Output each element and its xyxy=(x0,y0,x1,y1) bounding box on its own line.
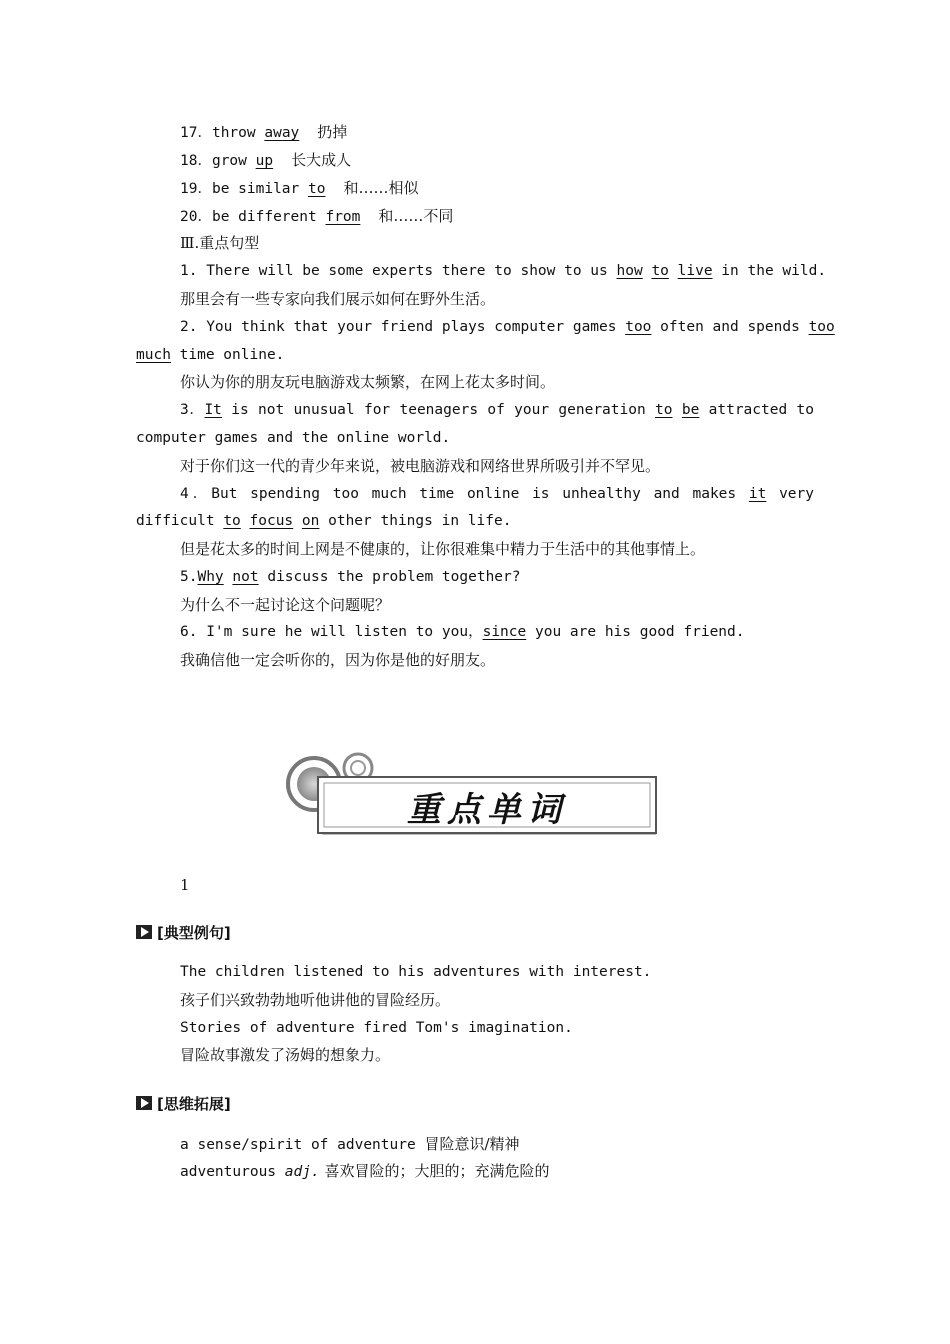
extension-heading xyxy=(136,1093,231,1114)
example-cn: 冒险故事激发了汤姆的想象力。 xyxy=(180,1046,391,1064)
extension-cn: 冒险意识/精神 xyxy=(424,1135,520,1153)
sentence-4-en xyxy=(180,484,814,504)
blank-answer: to xyxy=(223,513,241,529)
sentence-text: very xyxy=(766,486,814,502)
sentence-text: is not unusual for teenagers of your generation xyxy=(221,402,656,418)
sentence-text: in the wild. xyxy=(712,263,827,279)
extension-cn: 喜欢冒险的；大胆的；充满危险的 xyxy=(319,1162,550,1180)
extension-line-2 xyxy=(180,1161,549,1182)
sentence-2-en-cont xyxy=(136,345,284,365)
sentence-6-cn: 我确信他一定会听你的，因为你是他的好朋友。 xyxy=(180,651,496,669)
sentence-2-en xyxy=(180,317,835,337)
phrase-text: throw xyxy=(211,125,265,141)
blank-answer: Why xyxy=(197,569,224,585)
play-icon xyxy=(136,925,154,940)
sentence-text: often and spends xyxy=(651,319,809,335)
examples-heading xyxy=(136,922,231,943)
sentence-3-en xyxy=(180,400,814,420)
phrase-number: 18． xyxy=(180,153,212,169)
phrase-number: 17． xyxy=(180,125,212,141)
phrase-number: 19． xyxy=(180,181,212,197)
phrase-answer: from xyxy=(325,209,361,225)
phrase-answer: away xyxy=(264,125,300,141)
phrase-answer: up xyxy=(255,153,274,169)
sentence-text: 5. xyxy=(180,569,198,585)
sentence-1-cn: 那里会有一些专家向我们展示如何在野外生活。 xyxy=(180,290,496,308)
blank-answer: too xyxy=(625,319,652,335)
blank-answer: on xyxy=(301,513,320,529)
examples-heading-label: [典型例句] xyxy=(157,924,231,942)
blank-answer: not xyxy=(232,569,259,585)
blank-answer: much xyxy=(136,347,171,363)
phrase-meaning: 扔掉 xyxy=(317,123,348,141)
sentence-3-en-cont: computer games and the online world. xyxy=(136,430,451,446)
blank-answer: to xyxy=(651,263,669,279)
sentence-text: other things in life. xyxy=(319,513,512,529)
sentence-text: attracted to xyxy=(699,402,814,418)
phrase-meaning: 和……不同 xyxy=(378,207,454,225)
example-cn: 孩子们兴致勃勃地听他讲他的冒险经历。 xyxy=(180,991,451,1009)
blank-answer: to xyxy=(655,402,673,418)
part-of-speech: adj. xyxy=(284,1164,320,1180)
sentence-text: 3． xyxy=(180,402,205,418)
extension-en: a sense/spirit of adventure xyxy=(180,1137,425,1153)
sentence-text: difficult xyxy=(136,513,224,529)
blank-answer: focus xyxy=(249,513,294,529)
blank-answer: be xyxy=(681,402,700,418)
extension-line-1 xyxy=(180,1134,520,1155)
phrase-item xyxy=(180,150,351,171)
phrase-answer: to xyxy=(308,181,326,197)
blank-answer: it xyxy=(748,486,767,502)
section-title: Ⅲ.重点句型 xyxy=(180,234,260,252)
sentence-6-en xyxy=(180,622,745,642)
sentence-2-cn: 你认为你的朋友玩电脑游戏太频繁，在网上花太多时间。 xyxy=(180,373,556,391)
extension-heading-label: [思维拓展] xyxy=(157,1095,231,1113)
phrase-text: grow xyxy=(211,153,256,169)
phrase-text: be different xyxy=(211,209,326,225)
item-number: 1 xyxy=(180,876,190,894)
sentence-text: 4．But spending too much time online is unhealthy and makes xyxy=(180,486,749,502)
phrase-item xyxy=(180,178,418,199)
sentence-text: 6. I'm sure he will listen to you， xyxy=(180,624,483,640)
phrase-text: be similar xyxy=(211,181,308,197)
circle-ornament-small-inner xyxy=(351,761,365,775)
sentence-5-en xyxy=(180,567,521,587)
sentence-text: you are his good friend. xyxy=(526,624,745,640)
example-en: Stories of adventure fired Tom's imagination. xyxy=(180,1020,573,1036)
example-en: The children listened to his adventures with interest. xyxy=(180,964,652,980)
blank-answer: how xyxy=(616,263,643,279)
sentence-text: time online. xyxy=(170,347,285,363)
blank-answer: since xyxy=(482,624,527,640)
sentence-text: 1. There will be some experts there to show to us xyxy=(180,263,617,279)
sentence-4-cn: 但是花太多的时间上网是不健康的，让你很难集中精力于生活中的其他事情上。 xyxy=(180,540,706,558)
sentence-4-en-cont xyxy=(136,511,511,531)
phrase-item xyxy=(180,206,453,227)
blank-answer: too xyxy=(808,319,835,335)
sentence-3-cn: 对于你们这一代的青少年来说，被电脑游戏和网络世界所吸引并不罕见。 xyxy=(180,457,661,475)
phrase-number: 20． xyxy=(180,209,212,225)
play-icon xyxy=(136,1096,154,1111)
phrase-meaning: 长大成人 xyxy=(291,151,352,169)
blank-answer: It xyxy=(204,402,222,418)
sentence-5-cn: 为什么不一起讨论这个问题呢？ xyxy=(180,596,391,614)
blank-answer: live xyxy=(677,263,713,279)
section-banner xyxy=(284,750,664,842)
sentence-1-en xyxy=(180,261,826,281)
sentence-text: discuss the problem together? xyxy=(258,569,521,585)
banner-title: 重点单词 xyxy=(407,789,567,830)
extension-en: adventurous xyxy=(180,1164,285,1180)
phrase-meaning: 和……相似 xyxy=(343,179,419,197)
sentence-text: 2. You think that your friend plays computer games xyxy=(180,319,626,335)
phrase-item xyxy=(180,122,347,143)
